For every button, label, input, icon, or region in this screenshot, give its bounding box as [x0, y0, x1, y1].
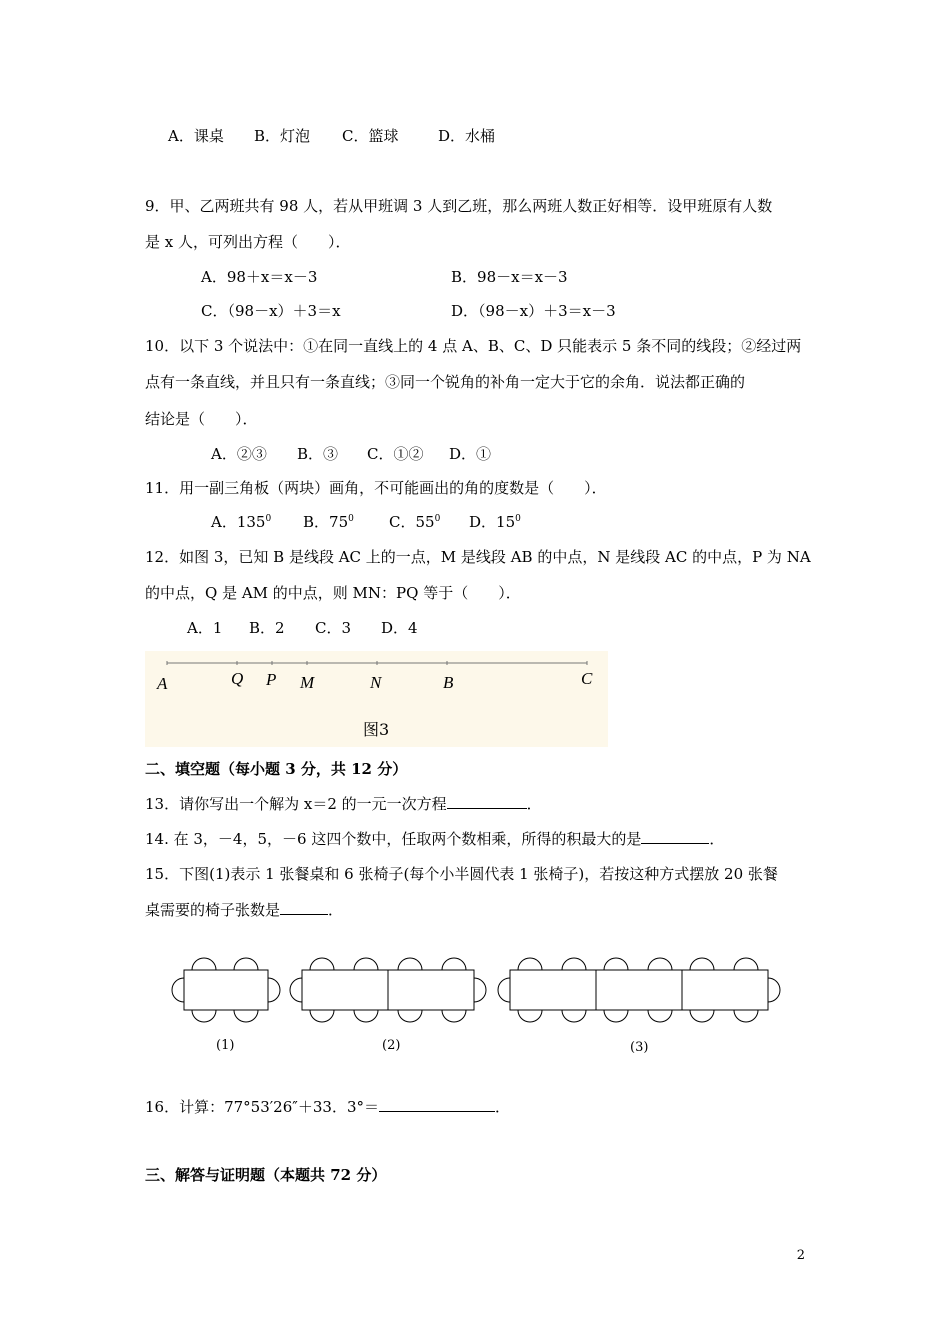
q16: 16．计算：77°53′26″＋33．3°＝ ．	[145, 1098, 511, 1116]
q11-line1: 11．用一副三角板（两块）画角，不可能画出的角的度数是（ ）．	[145, 479, 607, 497]
q8-option-c: C．篮球	[342, 127, 399, 145]
q16-text: 16．计算：77°53′26″＋33．3°＝	[145, 1098, 379, 1116]
point-b-label: B	[443, 673, 454, 692]
section-2-heading: 二、填空题（每小题 3 分，共 12 分）	[145, 760, 408, 778]
tables-figure	[160, 952, 800, 1066]
point-q-label: Q	[231, 669, 244, 688]
q10-option-a: A．②③	[211, 445, 267, 463]
q14-text: 14. 在 3，－4，5，－6 这四个数中，任取两个数相乘，所得的积最大的是	[145, 830, 642, 848]
table-arrangement-1	[172, 958, 280, 1022]
q12-option-b: B．2	[249, 619, 285, 637]
table-arrangement-2	[290, 958, 486, 1022]
q13-text: 13．请你写出一个解为 x＝2 的一元一次方程	[145, 795, 447, 813]
point-c-label: C	[581, 669, 593, 688]
point-a-label: A	[157, 674, 168, 693]
q11-option-c: C．$55^0$	[389, 513, 441, 531]
q11-option-d: D．$15^0$	[469, 513, 521, 531]
q13-answer-blank[interactable]	[447, 794, 527, 809]
q11-options	[211, 512, 521, 532]
q9-option-c: C．（98－x）＋3＝x	[201, 302, 341, 320]
q9-line2: 是 x 人，可列出方程（ ）．	[145, 233, 351, 251]
tables-caption-1: (1)	[216, 1038, 235, 1053]
tables-caption-3: (3)	[630, 1040, 649, 1055]
q10-line1: 10．以下 3 个说法中：①在同一直线上的 4 点 A、B、C、D 只能表示 5 条不同的线段；②经过两	[145, 337, 802, 355]
q12-option-d: D．4	[381, 619, 418, 637]
q9-option-d: D．（98－x）＋3＝x－3	[451, 302, 616, 320]
q12-option-a: A．1	[187, 619, 223, 637]
point-m-label: M	[300, 673, 315, 692]
q15-text: 桌需要的椅子张数是	[145, 901, 281, 919]
q11-option-a: A．$135^0$	[211, 513, 272, 531]
point-p-label: P	[266, 670, 277, 689]
q12-line2: 的中点，Q 是 AM 的中点，则 MN：PQ 等于（ ）．	[145, 584, 521, 602]
q10-line3: 结论是（ ）．	[145, 410, 258, 428]
q15-line1: 15．下图(1)表示 1 张餐桌和 6 张椅子(每个小半圆代表 1 张椅子)，若按这种方式摆放 20 张餐	[145, 865, 778, 883]
figure-3	[145, 651, 608, 747]
table-arrangement-3	[498, 958, 780, 1022]
q10-options	[211, 444, 491, 464]
q9-option-b: B．98－x＝x－3	[451, 268, 568, 286]
page-number: 2	[796, 1248, 805, 1263]
q8-option-a: A．课桌	[168, 127, 224, 145]
tables-diagram	[160, 952, 800, 1062]
q10-option-c: C．①②	[367, 445, 424, 463]
q10-line2: 点有一条直线，并且只有一条直线；③同一个锐角的补角一定大于它的余角．说法都正确的	[145, 373, 746, 391]
q8-option-b: B．灯泡	[254, 127, 311, 145]
q16-answer-blank[interactable]	[379, 1097, 495, 1112]
q12-option-c: C．3	[315, 619, 352, 637]
q12-line1: 12．如图 3，已知 B 是线段 AC 上的一点，M 是线段 AB 的中点，N 是线段 AC 的中点，P 为 NA	[145, 548, 811, 566]
q10-option-d: D．①	[449, 445, 492, 463]
q12-options	[187, 618, 418, 638]
q11-option-b: B．$75^0$	[303, 513, 354, 531]
point-n-label: N	[370, 673, 382, 692]
q9-option-a: A．98＋x＝x－3	[201, 268, 318, 286]
q10-option-b: B．③	[297, 445, 339, 463]
q8-options	[168, 126, 495, 146]
q15-line2: 桌需要的椅子张数是 ．	[145, 901, 344, 919]
q8-option-d: D．水桶	[438, 127, 496, 145]
section-3-heading: 三、解答与证明题（本题共 72 分）	[145, 1166, 387, 1184]
q9-line1: 9．甲、乙两班共有 98 人，若从甲班调 3 人到乙班，那么两班人数正好相等．设甲班原有人数	[145, 197, 773, 215]
q13: 13．请你写出一个解为 x＝2 的一元一次方程 ．	[145, 795, 542, 813]
q14-answer-blank[interactable]	[641, 829, 709, 844]
q14: 14. 在 3，－4，5，－6 这四个数中，任取两个数相乘，所得的积最大的是 ．	[145, 830, 725, 848]
q15-answer-blank[interactable]	[280, 900, 328, 915]
tables-caption-2: (2)	[382, 1038, 401, 1053]
figure-3-caption: 图3	[363, 720, 390, 739]
